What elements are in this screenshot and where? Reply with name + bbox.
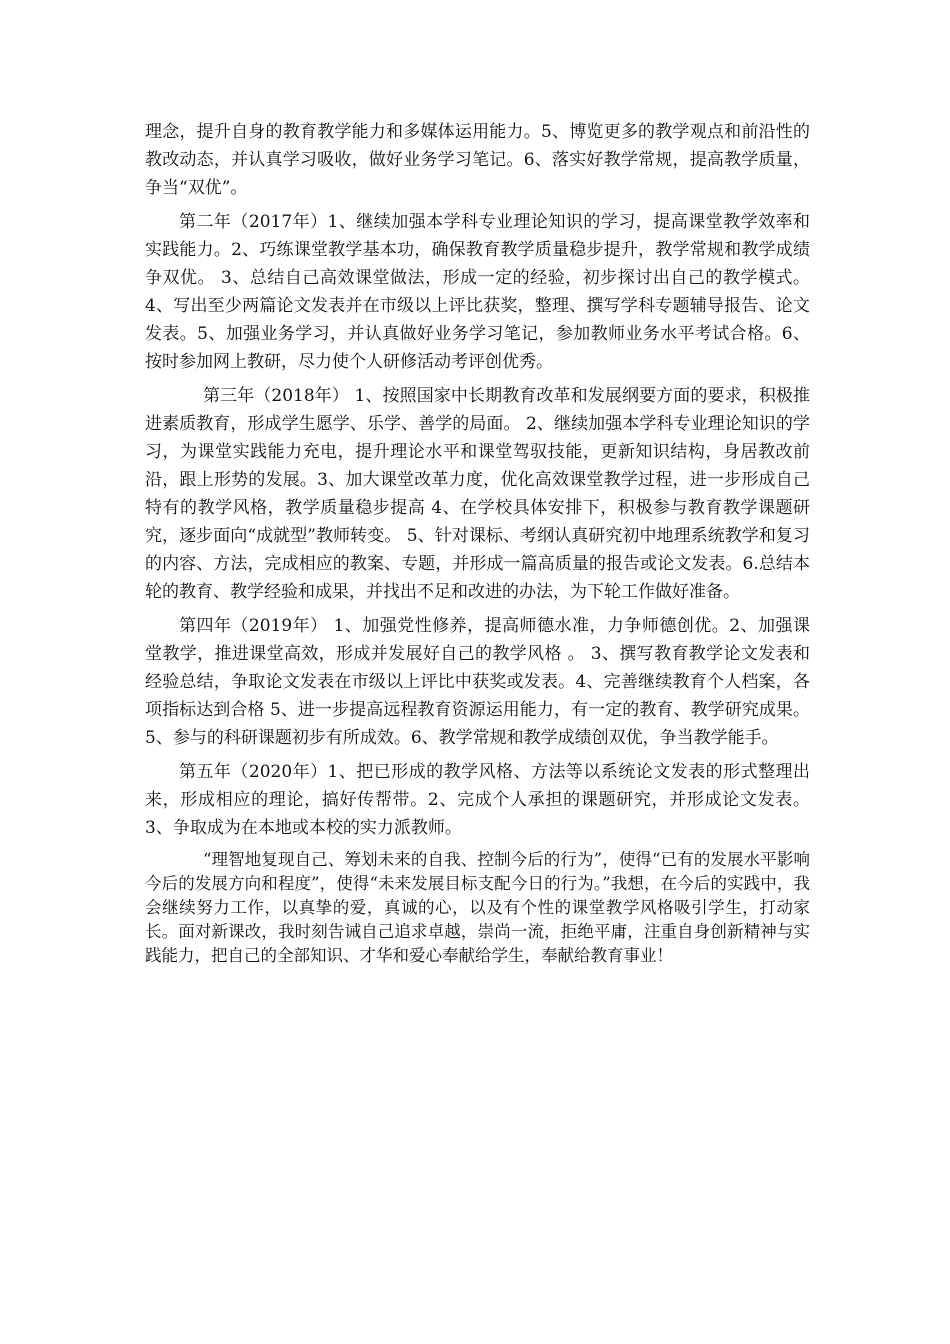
paragraph-year4: 第四年（2019年） 1、加强党性修养，提高师德水准，力争师德创优。2、加强课堂教学，推进课堂高效，形成并发展好自己的教学风格 。 3、撰写教育教学论文发表和经验总结，争取论文发表在市级以上评比中获奖或发表。4、完善继续教育个人档案，各项指标达到合格 5、进一步提高远程教育资源运用能力，有一定的教育、教学研究成果。5、参与的科研课题初步有所成效。6、教学常规和教学成绩创双优，争当教学能手。 <box>145 616 810 748</box>
paragraph-year1-end: 理念，提升自身的教育教学能力和多媒体运用能力。5、博览更多的教学观点和前沿性的教改动态，并认真学习吸收，做好业务学习笔记。6、落实好教学常规，提高教学质量，争当“双优”。 <box>145 122 810 198</box>
paragraph-year2: 第二年（2017年）1、继续加强本学科专业理论知识的学习，提高课堂教学效率和实践能力。2、巧练课堂教学基本功，确保教育教学质量稳步提升，教学常规和教学成绩争双优。 3、总结自己高效课堂做法，形成一定的经验，初步探讨出自己的教学模式。4、写出至少两篇论文发表并在市级以上评比获奖，整理、撰写学科专题辅导报告、论文发表。5、加强业务学习，并认真做好业务学习笔记，参加教师业务水平考试合格。6、按时参加网上教研，尽力使个人研修活动考评创优秀。 <box>145 212 810 372</box>
paragraph-year3: 第三年（2018年） 1、按照国家中长期教育改革和发展纲要方面的要求，积极推进素质教育，形成学生愿学、乐学、善学的局面。 2、继续加强本学科专业理论知识的学习，为课堂实践能力充电，提升理论水平和课堂驾驭技能，更新知识结构，身居教改前沿，跟上形势的发展。3、加大课堂改革力度，优化高效课堂教学过程，进一步形成自己特有的教学风格，教学质量稳步提高 4、在学校具体安排下，积极参与教育教学课题研究，逐步面向“成就型”教师转变。 5、针对课标、考纲认真研究初中地理系统教学和复习的内容、方法，完成相应的教案、专题，并形成一篇高质量的报告或论文发表。6.总结本轮的教育、教学经验和成果，并找出不足和改进的办法，为下轮工作做好准备。 <box>145 386 810 602</box>
paragraph-year5: 第五年（2020年）1、把已形成的教学风格、方法等以系统论文发表的形式整理出来，形成相应的理论，搞好传帮带。2、完成个人承担的课题研究，并形成论文发表。 3、争取成为在本地或本校的实力派教师。 <box>145 762 810 838</box>
document-body <box>145 118 810 974</box>
paragraph-conclusion: “理智地复现自己、筹划未来的自我、控制今后的行为”，使得“已有的发展水平影响今后的发展方向和程度”，使得“未来发展目标支配今日的行为。”我想，在今后的实践中，我会继续努力工作，以真挚的爱，真诚的心，以及有个性的课堂教学风格吸引学生，打动家长。面对新课改，我时刻告诫自己追求卓越，崇尚一流，拒绝平庸，注重自身创新精神与实践能力，把自己的全部知识、才华和爱心奉献给学生，奉献给教育事业！ <box>145 850 810 965</box>
